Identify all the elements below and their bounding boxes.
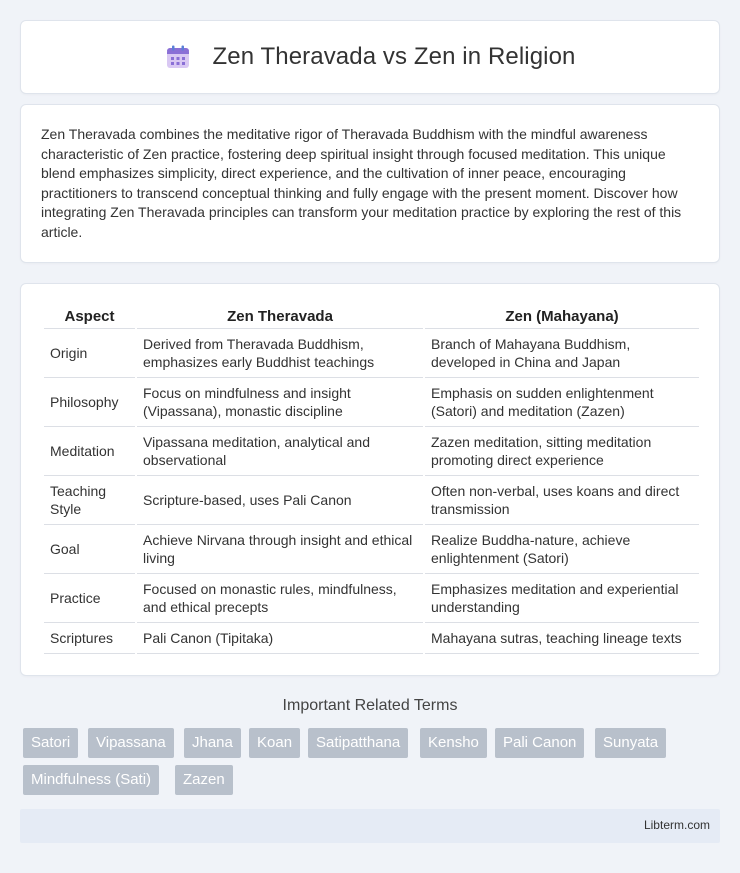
tag-jhana[interactable]: Jhana <box>184 728 241 758</box>
table-row <box>44 574 699 623</box>
cell-aspect: Meditation <box>44 427 135 476</box>
cell-zen-theravada: Pali Canon (Tipitaka) <box>137 623 423 654</box>
title-wrap <box>165 43 576 71</box>
cell-zen-theravada: Derived from Theravada Buddhism, emphasizes early Buddhist teachings <box>137 329 423 378</box>
tag-satori[interactable]: Satori <box>23 728 78 758</box>
cell-zen-theravada: Vipassana meditation, analytical and observational <box>137 427 423 476</box>
cell-zen-mahayana: Often non-verbal, uses koans and direct transmission <box>425 476 699 525</box>
cell-zen-theravada: Achieve Nirvana through insight and ethical living <box>137 525 423 574</box>
comparison-table <box>42 304 701 654</box>
title-card <box>20 20 720 94</box>
footer <box>20 809 720 843</box>
tag-kensho[interactable]: Kensho <box>420 728 487 758</box>
cell-zen-theravada: Focused on monastic rules, mindfulness, and ethical precepts <box>137 574 423 623</box>
tag-sunyata[interactable]: Sunyata <box>595 728 666 758</box>
cell-aspect: Scriptures <box>44 623 135 654</box>
header-aspect: Aspect <box>44 304 135 329</box>
calendar-icon <box>165 44 191 70</box>
cell-aspect: Goal <box>44 525 135 574</box>
tag-zazen[interactable]: Zazen <box>175 765 233 795</box>
related-terms-title: Important Related Terms <box>282 697 458 714</box>
cell-aspect: Practice <box>44 574 135 623</box>
table-row <box>44 525 699 574</box>
tag-koan[interactable]: Koan <box>249 728 300 758</box>
cell-zen-mahayana: Emphasizes meditation and experiential understanding <box>425 574 699 623</box>
table-row <box>44 329 699 378</box>
cell-zen-mahayana: Mahayana sutras, teaching lineage texts <box>425 623 699 654</box>
cell-zen-theravada: Focus on mindfulness and insight (Vipassana), monastic discipline <box>137 378 423 427</box>
tag-mindfulness[interactable]: Mindfulness (Sati) <box>23 765 159 795</box>
footer-site-link[interactable]: Libterm.com <box>643 818 710 832</box>
comparison-table-card <box>20 283 720 676</box>
cell-zen-theravada: Scripture-based, uses Pali Canon <box>137 476 423 525</box>
page-title: Zen Theravada vs Zen in Religion <box>212 43 576 70</box>
tag-satipatthana[interactable]: Satipatthana <box>308 728 408 758</box>
cell-aspect: Origin <box>44 329 135 378</box>
table-row <box>44 476 699 525</box>
cell-zen-mahayana: Branch of Mahayana Buddhism, developed in China and Japan <box>425 329 699 378</box>
cell-zen-mahayana: Realize Buddha-nature, achieve enlightenment (Satori) <box>425 525 699 574</box>
table-header-row <box>44 304 699 329</box>
table-row <box>44 378 699 427</box>
tag-pali-canon[interactable]: Pali Canon <box>495 728 584 758</box>
cell-aspect: Philosophy <box>44 378 135 427</box>
table-row <box>44 427 699 476</box>
tag-vipassana[interactable]: Vipassana <box>88 728 174 758</box>
intro-card <box>20 104 720 263</box>
header-zen-mahayana: Zen (Mahayana) <box>425 304 699 329</box>
intro-paragraph: Zen Theravada combines the meditative rigor of Theravada Buddhism with the mindful awareness characteristic of Zen practice, fostering deep spiritual insight through focused meditation. This unique blend emphasizes simplicity, direct experience, and the cultivation of inner peace, encouraging practitioners to transcend conceptual thinking and fully engage with the present moment. Discover how integrating Zen Theravada principles can transform your meditation practice by exploring the rest of this article. <box>41 126 682 240</box>
cell-zen-mahayana: Zazen meditation, sitting meditation promoting direct experience <box>425 427 699 476</box>
cell-aspect: Teaching Style <box>44 476 135 525</box>
cell-zen-mahayana: Emphasis on sudden enlightenment (Satori) and meditation (Zazen) <box>425 378 699 427</box>
table-row <box>44 623 699 654</box>
header-zen-theravada: Zen Theravada <box>137 304 423 329</box>
